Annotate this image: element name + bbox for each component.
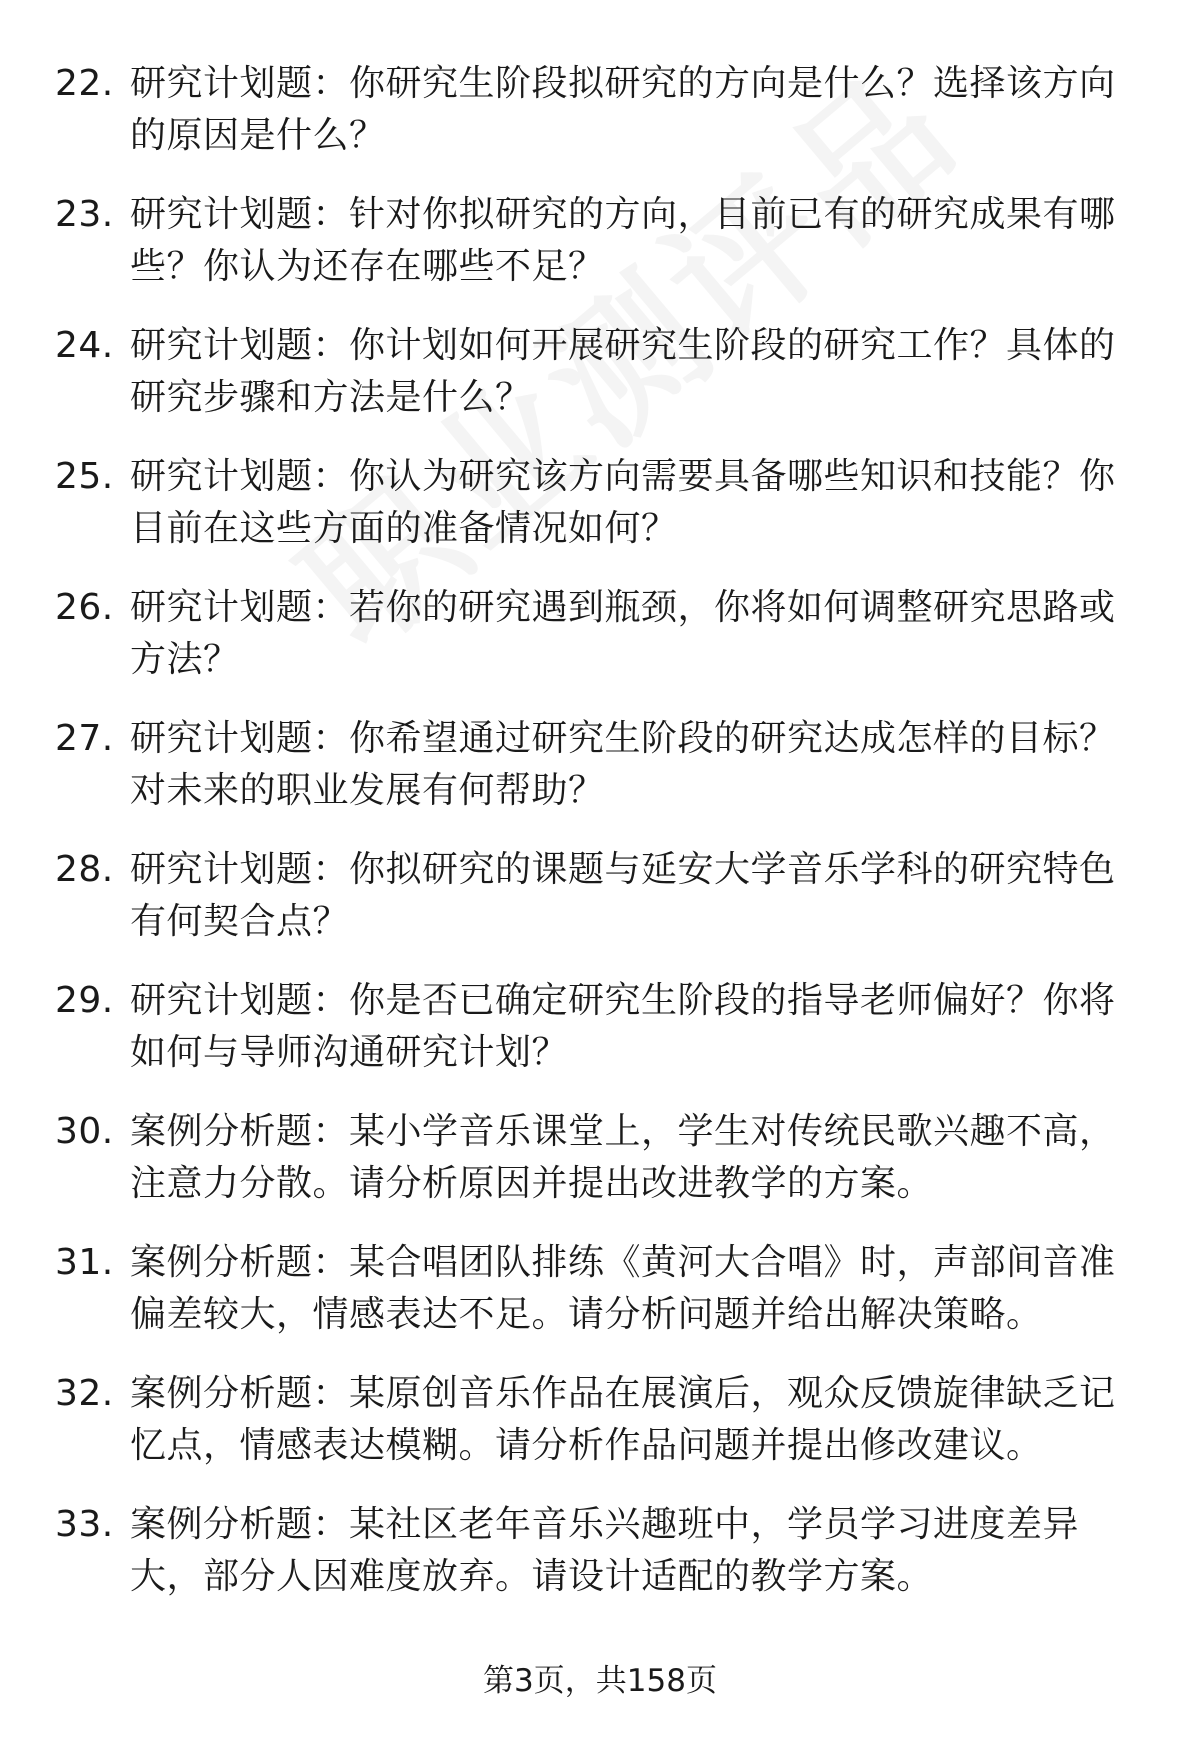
question-text: 案例分析题：某社区老年音乐兴趣班中，学员学习进度差异大，部分人因难度放弃。请设计适配的教学方案。 (130, 1504, 1080, 1597)
question-text: 研究计划题：你认为研究该方向需要具备哪些知识和技能？你目前在这些方面的准备情况如何？ (130, 456, 1116, 549)
question-text: 案例分析题：某合唱团队排练《黄河大合唱》时，声部间音准偏差较大，情感表达不足。请分析问题并给出解决策略。 (130, 1242, 1116, 1335)
question-number: 25. (55, 456, 114, 497)
question-number: 32. (55, 1373, 114, 1414)
question-item (55, 975, 1145, 1079)
question-list (55, 58, 1145, 1630)
question-number: 26. (55, 587, 114, 628)
question-item (55, 320, 1145, 424)
question-item (55, 189, 1145, 293)
question-number: 29. (55, 980, 114, 1021)
question-number: 30. (55, 1111, 114, 1152)
page-number-footer: 第3页，共158页 (483, 1663, 717, 1699)
question-item (55, 1237, 1145, 1341)
question-number: 23. (55, 194, 114, 235)
question-number: 28. (55, 849, 114, 890)
question-text: 研究计划题：你希望通过研究生阶段的研究达成怎样的目标？对未来的职业发展有何帮助？ (130, 718, 1116, 811)
question-item (55, 582, 1145, 686)
question-item (55, 451, 1145, 555)
question-item (55, 713, 1145, 817)
question-item (55, 1106, 1145, 1210)
question-text: 研究计划题：你计划如何开展研究生阶段的研究工作？具体的研究步骤和方法是什么？ (130, 325, 1116, 418)
question-item (55, 58, 1145, 162)
question-number: 33. (55, 1504, 114, 1545)
question-item (55, 1499, 1145, 1603)
question-number: 27. (55, 718, 114, 759)
question-number: 24. (55, 325, 114, 366)
question-text: 研究计划题：若你的研究遇到瓶颈，你将如何调整研究思路或方法？ (130, 587, 1116, 680)
question-item (55, 1368, 1145, 1472)
question-text: 研究计划题：你拟研究的课题与延安大学音乐学科的研究特色有何契合点？ (130, 849, 1116, 942)
question-text: 案例分析题：某小学音乐课堂上，学生对传统民歌兴趣不高，注意力分散。请分析原因并提出改进教学的方案。 (130, 1111, 1116, 1204)
question-item (55, 844, 1145, 948)
question-text: 案例分析题：某原创音乐作品在展演后，观众反馈旋律缺乏记忆点，情感表达模糊。请分析作品问题并提出修改建议。 (130, 1373, 1116, 1466)
question-text: 研究计划题：你研究生阶段拟研究的方向是什么？选择该方向的原因是什么？ (130, 63, 1116, 156)
question-text: 研究计划题：你是否已确定研究生阶段的指导老师偏好？你将如何与导师沟通研究计划？ (130, 980, 1116, 1073)
question-number: 31. (55, 1242, 114, 1283)
question-text: 研究计划题：针对你拟研究的方向，目前已有的研究成果有哪些？你认为还存在哪些不足？ (130, 194, 1116, 287)
question-number: 22. (55, 63, 114, 104)
